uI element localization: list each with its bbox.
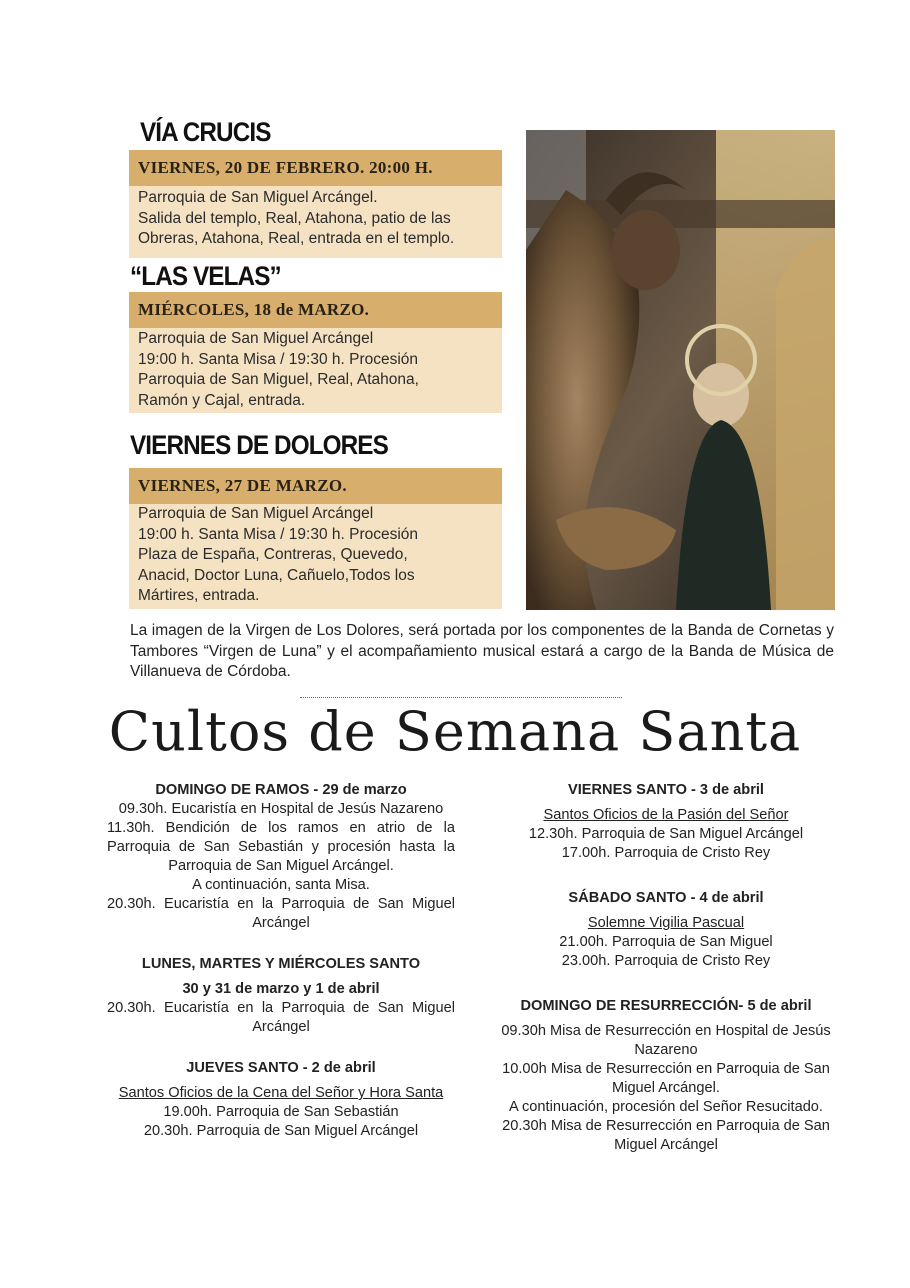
via-crucis-title: VÍA CRUCIS — [140, 117, 271, 147]
ramos-heading: DOMINGO DE RAMOS - 29 de marzo — [155, 782, 407, 798]
domingo-line: 10.00h Misa de Resurrección en Parroquia de San Miguel Arcángel. — [502, 1061, 830, 1096]
via-crucis-date: VIERNES, 20 DE FEBRERO. 20:00 H. — [138, 158, 433, 177]
lmm-subheading: 30 y 31 de marzo y 1 de abril — [182, 981, 380, 997]
ramos-line: 11.30h. Bendición de los ramos en atrio de la Parroquia de San Sebastián y procesión hasta la Parroquia de San Miguel Arcángel. — [107, 820, 455, 874]
viernes-dolores-line: Mártires, entrada. — [138, 587, 260, 604]
sabado-heading: SÁBADO SANTO - 4 de abril — [568, 890, 764, 906]
viernes-dolores-line: Parroquia de San Miguel Arcángel — [138, 505, 374, 522]
via-crucis-line: Obreras, Atahona, Real, entrada en el templo. — [138, 230, 455, 247]
las-velas-line: 19:00 h. Santa Misa / 19:30 h. Procesión — [138, 350, 419, 368]
dotted-divider — [300, 697, 622, 698]
jueves-heading: JUEVES SANTO - 2 de abril — [186, 1060, 376, 1076]
las-velas-date-bar — [129, 292, 502, 328]
domingo-heading: DOMINGO DE RESURRECCIÓN- 5 de abril — [520, 998, 812, 1014]
viernes-dolores-date-bar — [129, 468, 502, 504]
viernes-dolores-title: VIERNES DE DOLORES — [130, 430, 388, 460]
right-column — [490, 781, 842, 1155]
jueves-line: 20.30h. Parroquia de San Miguel Arcángel — [143, 1123, 419, 1139]
viernes-underlined: Santos Oficios de la Pasión del Señor — [543, 807, 789, 823]
sabado-line: 21.00h. Parroquia de San Miguel — [559, 934, 773, 950]
las-velas-line: Parroquia de San Miguel Arcángel — [138, 330, 374, 347]
viernes-line: 17.00h. Parroquia de Cristo Rey — [561, 845, 771, 861]
note-paragraph: La imagen de la Virgen de Los Dolores, será portada por los componentes de la Banda de Cornetas y Tambores “Virgen de Luna” y el acompañamiento musical estará a cargo de la Banda de Música de Villanueva de Córdoba. — [130, 622, 834, 680]
ramos-line: 09.30h. Eucaristía en Hospital de Jesús Nazareno — [118, 801, 444, 817]
lmm-heading: LUNES, MARTES Y MIÉRCOLES SANTO — [141, 956, 421, 972]
viernes-dolores-line: Anacid, Doctor Luna, Cañuelo,Todos los — [138, 566, 415, 584]
ramos-line: A continuación, santa Misa. — [192, 877, 370, 893]
viernes-dolores-details — [129, 504, 502, 609]
las-velas-line: Parroquia de San Miguel, Real, Atahona, — [138, 371, 419, 388]
domingo-line: 20.30h Misa de Resurrección en Parroquia de San Miguel Arcángel — [502, 1118, 830, 1153]
las-velas-date: MIÉRCOLES, 18 de MARZO. — [138, 300, 370, 319]
via-crucis-line: Salida del templo, Real, Atahona, patio de las — [138, 209, 451, 227]
via-crucis-line: Parroquia de San Miguel Arcángel. — [138, 189, 378, 206]
las-velas-title: “LAS VELAS” — [130, 261, 281, 291]
las-velas-line: Ramón y Cajal, entrada. — [138, 391, 306, 409]
viernes-dolores-date: VIERNES, 27 DE MARZO. — [138, 476, 347, 495]
las-velas-details — [129, 328, 502, 413]
sabado-line: 23.00h. Parroquia de Cristo Rey — [561, 953, 771, 969]
viernes-heading: VIERNES SANTO - 3 de abril — [568, 782, 764, 798]
ramos-line: 20.30h. Eucaristía en la Parroquia de San Miguel Arcángel — [107, 896, 455, 931]
domingo-line: 09.30h Misa de Resurrección en Hospital de Jesús Nazareno — [501, 1023, 831, 1058]
domingo-line: A continuación, procesión del Señor Resucitado. — [509, 1099, 823, 1115]
main-title: Cultos de Semana Santa — [108, 700, 802, 763]
lmm-line: 20.30h. Eucaristía en la Parroquia de San Miguel Arcángel — [107, 1000, 455, 1035]
left-column — [107, 781, 455, 1141]
jueves-line: 19.00h. Parroquia de San Sebastián — [163, 1104, 399, 1120]
viernes-dolores-line: Plaza de España, Contreras, Quevedo, — [138, 546, 408, 563]
via-crucis-date-bar — [129, 150, 502, 186]
crucifix-photo — [526, 130, 835, 610]
via-crucis-details — [129, 186, 502, 258]
sabado-underlined: Solemne Vigilia Pascual — [587, 915, 745, 931]
viernes-line: 12.30h. Parroquia de San Miguel Arcángel — [528, 826, 804, 842]
viernes-dolores-line: 19:00 h. Santa Misa / 19:30 h. Procesión — [138, 525, 419, 543]
jueves-underlined: Santos Oficios de la Cena del Señor y Hora Santa — [118, 1085, 444, 1101]
